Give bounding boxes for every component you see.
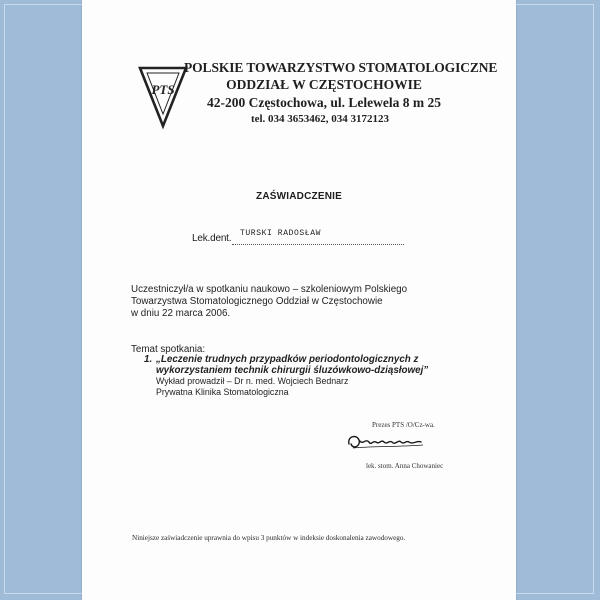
statement-line: w dniu 22 marca 2006. — [131, 308, 231, 319]
topic-item — [144, 354, 474, 398]
svg-text:PTS: PTS — [151, 82, 175, 97]
clinic: Prywatna Klinika Stomatologiczna — [156, 387, 289, 397]
document-title: ZAŚWIADCZENIE — [256, 191, 342, 202]
handwritten-signature — [343, 430, 433, 454]
lecturer: Wykład prowadził – Dr n. med. Wojciech Bednarz — [156, 376, 349, 386]
recipient-row — [192, 229, 322, 244]
org-address: 42-200 Częstochowa, ul. Lelewela 8 m 25 — [207, 95, 441, 110]
topic-label: Temat spotkania: — [131, 344, 206, 355]
statement-line: Towarzystwa Stomatologicznego Oddział w Częstochowie — [131, 296, 383, 307]
footer-note: Niniejsze zaświadczenie uprawnia do wpisu 3 punktów w indeksie doskonalenia zawodowego. — [132, 534, 406, 542]
recipient-underline — [232, 244, 404, 245]
attendance-statement — [131, 284, 451, 320]
topic-title-line: „Leczenie trudnych przypadków periodontologicznych z — [156, 354, 419, 365]
org-name: POLSKIE TOWARZYSTWO STOMATOLOGICZNE — [184, 60, 498, 75]
org-branch: ODDZIAŁ W CZĘSTOCHOWIE — [226, 77, 422, 92]
recipient-name: TURSKI RADOSŁAW — [240, 229, 322, 238]
topic-title-line: wykorzystaniem technik chirurgii śluzówkowo-dziąsłowej” — [156, 365, 429, 376]
signer-name: lek. stom. Anna Chowaniec — [366, 462, 444, 470]
statement-line: Uczestniczył/a w spotkaniu naukowo – szkoleniowym Polskiego — [131, 284, 408, 295]
letterhead — [184, 59, 498, 127]
org-phone: tel. 034 3653462, 034 3172123 — [250, 113, 390, 125]
topic-number: 1. — [144, 354, 153, 365]
president-role: Prezes PTS /O/Cz-wa. — [372, 421, 435, 429]
certificate-page — [82, 0, 516, 600]
recipient-label: Lek.dent. — [192, 233, 232, 244]
